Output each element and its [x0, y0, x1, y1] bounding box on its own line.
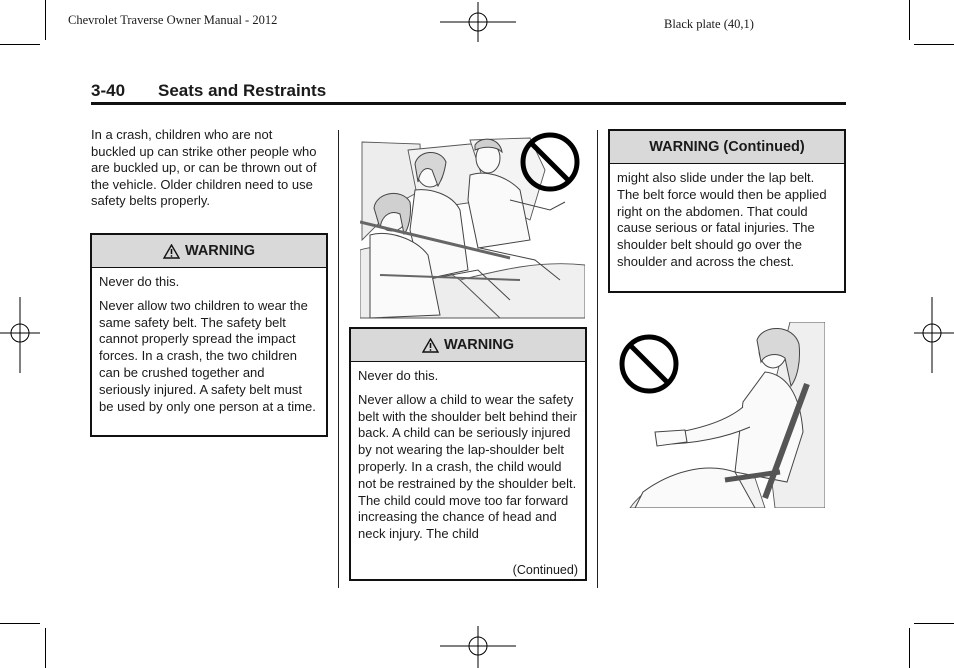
column-divider	[597, 130, 598, 588]
crop-mark	[914, 623, 954, 624]
header-rule	[91, 102, 846, 105]
crop-mark	[909, 628, 910, 668]
section-title: Seats and Restraints	[158, 81, 327, 100]
warning-header	[351, 329, 585, 362]
warning-text: Never allow two children to wear the same safety belt. The safety belt cannot properly spread the impact forces. In a crash, the two children can be crushed together and seriously injured. A safety belt must be used by only one person at a time.	[99, 297, 316, 414]
registration-mark-left	[0, 297, 40, 373]
warning-text: might also slide under the lap belt. The belt force would then be applied right on the abdomen. That could cause serious or fatal injuries. The shoulder belt should go over the shoulder and across the chest.	[617, 170, 827, 269]
warning-text: Never do this.	[99, 274, 180, 289]
belt-behind-back-illustration	[615, 322, 825, 508]
crop-mark	[45, 628, 46, 668]
warning-box-2	[349, 327, 587, 581]
warning-title: WARNING	[184, 243, 256, 259]
crop-mark	[45, 0, 46, 40]
warning-text: Never do this.	[358, 368, 439, 383]
warning-text: Never allow a child to wear the safety belt with the shoulder belt behind their back. A child can be seriously injured by not wearing the lap-shoulder belt properly. In a crash, the child would not be restrained by the shoulder belt. The child could move too far forward increasing the chance of head and neck injury. The child	[358, 391, 577, 542]
warning-box-1	[90, 233, 328, 437]
crop-mark	[0, 44, 40, 45]
children-sharing-belt-illustration	[360, 130, 585, 320]
plate-label: Black plate (40,1)	[664, 17, 754, 31]
crop-mark	[909, 0, 910, 40]
warning-box-continued	[608, 129, 846, 293]
registration-mark-top	[440, 2, 516, 42]
warning-title: WARNING (Continued)	[649, 139, 805, 155]
warning-triangle-icon	[422, 338, 439, 353]
registration-mark-right	[912, 297, 954, 373]
crop-mark	[0, 623, 40, 624]
warning-header	[92, 235, 326, 268]
warning-title: WARNING	[443, 337, 515, 353]
warning-header	[610, 131, 844, 164]
page-number: 3-40	[91, 81, 126, 100]
column-divider	[338, 130, 339, 588]
intro-paragraph: In a crash, children who are not buckled up can strike other people who are buckled up, or can be thrown out of the vehicle. Older children need to use safety belts properly.	[91, 127, 317, 209]
continued-label: (Continued)	[512, 563, 578, 577]
manual-title: Chevrolet Traverse Owner Manual - 2012	[68, 13, 278, 27]
crop-mark	[914, 44, 954, 45]
registration-mark-bottom	[440, 626, 516, 668]
prohibited-icon	[622, 337, 676, 391]
warning-triangle-icon	[163, 244, 180, 259]
